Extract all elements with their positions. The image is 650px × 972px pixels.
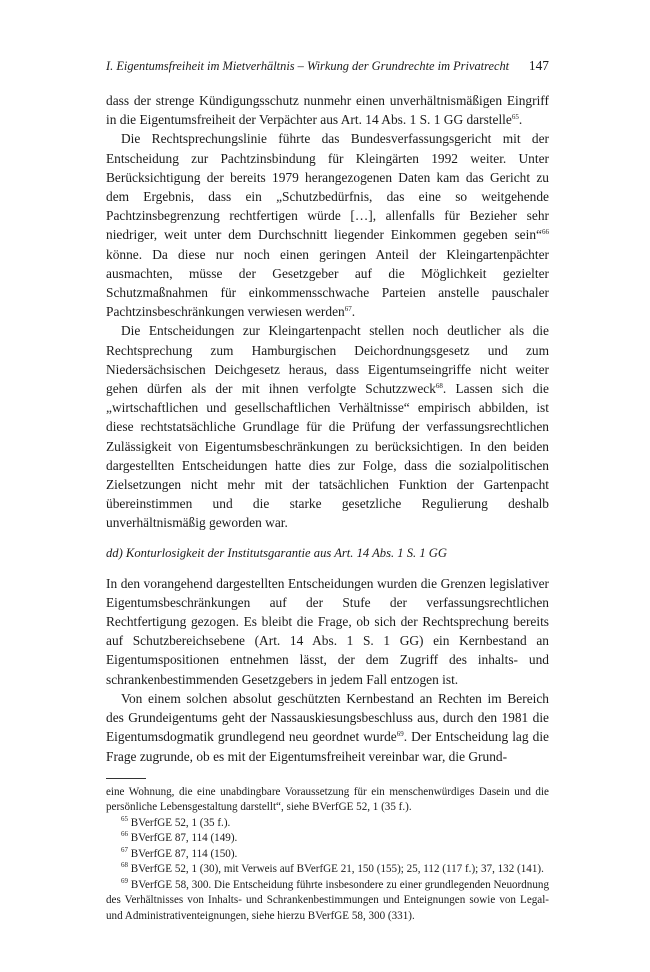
footnote-text: BVerfGE 87, 114 (150). — [130, 847, 238, 860]
paragraph-2-text-b: könne. Da diese nur noch einen geringen Anteil der Kleingartenpächter ausmachten, müsse der Gesetzgeber auf die Möglichkeit gezielter Schutzmaßnahmen für einkommensschwache Parteien anstelle pauschaler Pachtzinsbeschränkungen verwiesen werden — [106, 246, 549, 320]
paragraph-3-text-a: Die Entscheidungen zur Kleingartenpacht stellen noch deutlicher als die Rechtsprechung zum Hamburgischen Deichordnungsgesetz und zum Niedersächsischen Deichgesetz heraus, dass Eigentumseingriffe nicht weiter gehen dürfen als der mit ihnen verfolgte Schutzzweck — [106, 323, 549, 397]
footnote-number: 67 — [121, 845, 128, 854]
footnote-67 — [106, 847, 549, 863]
paragraph-1-text: dass der strenge Kündigungsschutz nunmehr einen unverhältnismäßigen Eingriff in die Eigentumsfreiheit der Verpächter aus Art. 14 Abs. 1 S. 1 GG darstelle — [106, 93, 549, 128]
section-heading: dd) Konturlosigkeit der Institutsgarantie aus Art. 14 Abs. 1 S. 1 GG — [106, 545, 447, 560]
footnote-text: BVerfGE 58, 300. Die Entscheidung führte insbesondere zu einer grundlegenden Neuordnung des Verhältnisses von Inhalts- und Schrankenbestimmungen und Enteignungen sowie von Legal- und Administrativenteignungen, siehe hierzu BVerfGE 58, 300 (331). — [106, 878, 549, 922]
paragraph-5-text-a: Von einem solchen absolut geschützten Kernbestand an Rechten im Bereich des Grundeigentums geht der Nassauskiesungsbeschluss aus, durch den 1981 die Eigentumsdogmatik grundlegend neu geordnet wurde — [106, 690, 549, 745]
paragraph-5-text-b: . Der Entscheidung lag die Frage zugrunde, ob es mit der Eigentumsfreiheit vereinbar war, die Grund- — [106, 729, 549, 764]
paragraph-2-text-a: Die Rechtsprechungslinie führte das Bundesverfassungsgericht mit der Entscheidung zur Pachtzinsbindung für Kleingärten 1992 weiter. Unter Berücksichtigung der bereits 1979 herangezogenen Daten kam das Gericht zu dem Ergebnis, dass ein „Schutzbedürfnis, das eine so weitgehende Pachtzinsbegrenzung rechtfertigen würde […], allenfalls für Bezieher sehr niedriger, weit unter dem Durchschnitt liegender Einkommen gegeben sein“ — [106, 131, 549, 243]
footnote-text: BVerfGE 52, 1 (30), mit Verweis auf BVerfGE 21, 150 (155); 25, 112 (117 f.); 37, 132 (141). — [130, 863, 544, 876]
book-page — [106, 58, 549, 924]
running-title: I. Eigentumsfreiheit im Mietverhältnis – Wirkung der Grundrechte im Privatrecht — [106, 59, 510, 73]
footnote-continuation: eine Wohnung, die eine unabdingbare Voraussetzung für ein menschenwürdiges Dasein und die persönliche Lebensgestaltung darstellt“, siehe BVerfGE 52, 1 (35 f.). — [106, 785, 549, 814]
footnote-ref-69[interactable]: 69 — [396, 730, 404, 739]
main-text — [106, 91, 549, 766]
footnote-66 — [106, 831, 549, 847]
paragraph-4: In den vorangehend dargestellten Entscheidungen wurden die Grenzen legislativer Eigentumsbeschränkungen auf der Stufe der verfassungsrechtlichen Rechtfertigung gezogen. Es bleibt die Frage, ob sich der Rechtsprechung bereits auf Schutzbereichsebene (Art. 14 Abs. 1 S. 1 GG) ein Kernbestand an Eigentumspositionen entnehmen lässt, der dem Zugriff des inhalts- und schrankenbestimmenden Gesetzgebers in jedem Fall entzogen ist. — [106, 575, 549, 687]
paragraph-3-text-b: . Lassen sich die „wirtschaftlichen und gesellschaftlichen Verhältnisse“ empirisch abbilden, ist diese rechtstatsächliche Grundlage für die Prüfung der verfassungsrechtlichen Zulässigkeit von Eigentumsbeschränkungen zu berücksichtigen. In den beiden dargestellten Entscheidungen hatte dies zur Folge, dass die sozialpolitischen Zielsetzungen nicht mehr mit der tatsächlichen Funktion der Gartenpacht übereinstimmen und die starke gesetzliche Regulierung deshalb unverhältnismäßig geworden war. — [106, 381, 549, 531]
footnote-text: BVerfGE 52, 1 (35 f.). — [130, 816, 231, 829]
footnote-number: 66 — [121, 830, 128, 839]
footnote-68 — [106, 862, 549, 878]
footnote-ref-66[interactable]: 66 — [542, 228, 549, 237]
running-header — [106, 58, 549, 74]
paragraph-5 — [106, 689, 549, 766]
footnote-ref-65[interactable]: 65 — [511, 113, 519, 122]
footnote-number: 68 — [121, 861, 128, 870]
paragraph-1: dass der strenge Kündigungsschutz nunmehr einen unverhältnismäßigen Eingriff in die Eigentumsfreiheit der Verpächter aus Art. 14 Abs. 1 S. 1 GG darstelle$^{65}$. — [106, 93, 549, 128]
footnote-ref-68[interactable]: 68 — [435, 382, 443, 391]
footnotes — [106, 785, 549, 925]
footnote-number: 69 — [121, 876, 128, 885]
footnote-number: 65 — [121, 814, 128, 823]
paragraph-3 — [106, 321, 549, 532]
footnote-text: BVerfGE 87, 114 (149). — [130, 832, 238, 845]
paragraph-2: Die Rechtsprechungslinie führte das Bundesverfassungsgericht mit der Entscheidung zur Pachtzinsbindung für Kleingärten 1992 weiter. Unter Berücksichtigung der bereits 1979 herangezogenen Daten kam das Gericht zu dem Ergebnis, dass ein „Schutzbedürfnis, das eine so weitgehende Pachtzinsbegrenzung rechtfertigen würde […], allenfalls für Bezieher sehr niedriger, weit unter dem Durchschnitt liegender Einkommen gegeben sein“$^{66}$ könne. Da diese nur noch einen geringen Anteil der Kleingartenpächter ausmachten, müsse der Gesetzgeber auf die Möglichkeit gezielter Schutzmaßnahmen für einkommensschwache Parteien anstelle pauschaler Pachtzinsbeschränkungen verwiesen werden$^{67}$. — [106, 131, 549, 320]
footnote-ref-67[interactable]: 67 — [344, 305, 352, 314]
footnote-69 — [106, 878, 549, 925]
footnote-separator — [106, 778, 146, 779]
page-number: 147 — [528, 58, 549, 73]
footnote-65 — [106, 816, 549, 832]
